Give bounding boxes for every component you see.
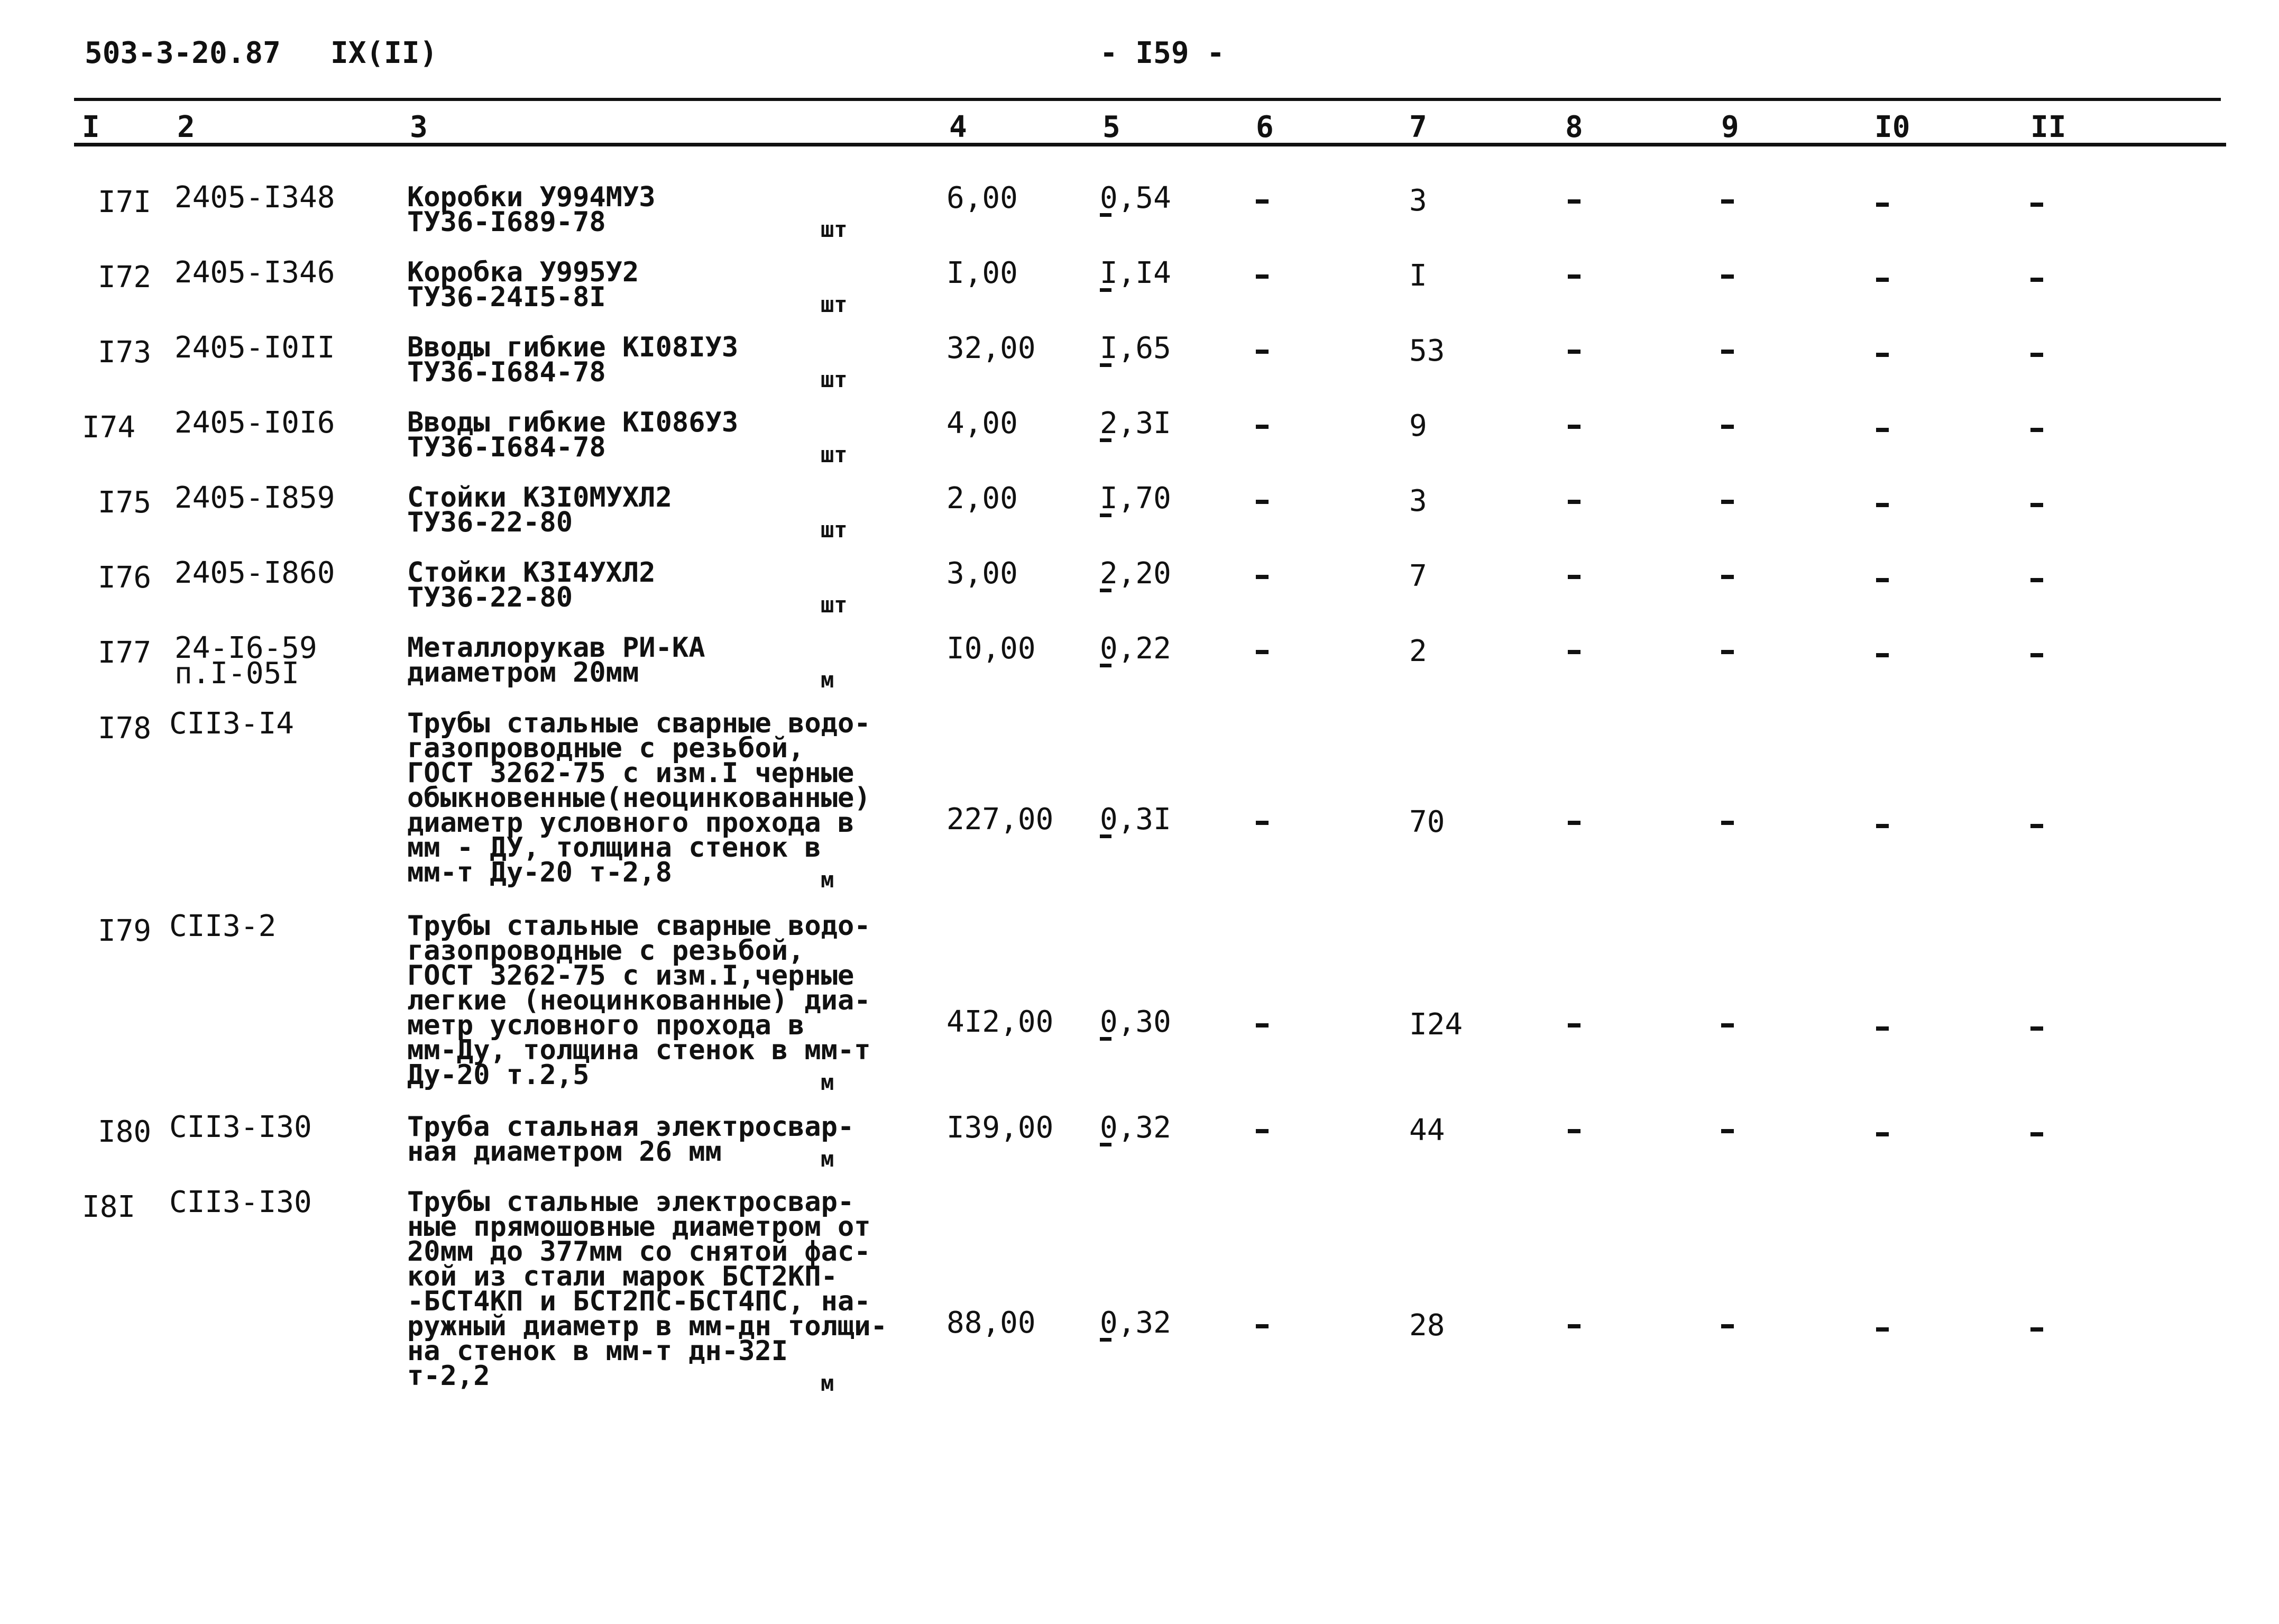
column-7-value: 9 xyxy=(1409,409,1427,443)
column-7-value: 44 xyxy=(1409,1113,1445,1148)
empty-cell-dash xyxy=(1568,650,1580,654)
column-header-8: 8 xyxy=(1565,110,1583,144)
unit-label: шт xyxy=(821,291,848,317)
unit-label: м xyxy=(821,867,834,893)
empty-cell-dash xyxy=(1876,653,1889,657)
catalog-code-line: п.I-05I xyxy=(174,656,300,691)
row-number: I75 xyxy=(98,485,152,520)
empty-cell-dash xyxy=(1876,278,1889,282)
catalog-code-line: 2405-I346 xyxy=(174,255,335,290)
catalog-code xyxy=(169,1110,312,1144)
empty-cell-dash xyxy=(1256,199,1269,204)
column-7-value: I24 xyxy=(1409,1007,1463,1042)
empty-cell-dash xyxy=(2030,1327,2043,1332)
norm-value-text: 0,32 xyxy=(1100,1306,1171,1340)
item-description xyxy=(407,332,841,388)
empty-cell-dash xyxy=(2030,353,2043,357)
norm-value xyxy=(1100,181,1171,217)
unit-label: шт xyxy=(821,442,848,467)
description-line: Труба стальная электросвар- xyxy=(407,1111,854,1143)
description-line: газопроводные с резьбой, xyxy=(407,935,805,967)
catalog-code-line: 2405-I0II xyxy=(174,331,335,365)
empty-cell-dash xyxy=(1568,1129,1580,1133)
norm-value-text: 0,30 xyxy=(1100,1005,1171,1039)
item-description xyxy=(407,708,871,888)
norm-value xyxy=(1100,331,1171,367)
column-7-value: 53 xyxy=(1409,334,1445,368)
catalog-code-line: СII3-2 xyxy=(169,909,277,943)
description-line: мм-Ду, толщина стенок в мм-т xyxy=(407,1034,871,1066)
item-description xyxy=(407,1186,887,1392)
empty-cell-dash xyxy=(1876,578,1889,582)
norm-value-text: I,70 xyxy=(1100,481,1171,516)
catalog-code xyxy=(174,331,335,365)
catalog-code-line: 24-I6-59 xyxy=(174,631,317,665)
description-line: Коробка У995У2 xyxy=(407,256,639,288)
header-top-rule xyxy=(74,98,2221,101)
empty-cell-dash xyxy=(1568,1324,1580,1328)
empty-cell-dash xyxy=(1256,274,1269,279)
catalog-code xyxy=(174,406,335,440)
catalog-code-line: СII3-I30 xyxy=(169,1185,312,1219)
column-7-value: 3 xyxy=(1409,183,1427,218)
item-description xyxy=(407,256,841,313)
description-line: ТУ36-24I5-8I xyxy=(407,281,606,313)
catalog-code xyxy=(169,1185,312,1219)
norm-value xyxy=(1100,802,1171,838)
empty-cell-dash xyxy=(1721,1129,1734,1133)
unit-label: м xyxy=(821,1370,834,1396)
row-number: I77 xyxy=(98,636,152,670)
empty-cell-dash xyxy=(1721,650,1734,654)
description-line: диаметром 20мм xyxy=(407,657,639,689)
empty-cell-dash xyxy=(1721,350,1734,354)
item-description xyxy=(407,407,841,463)
column-7-value: 3 xyxy=(1409,484,1427,518)
description-line: Трубы стальные электросвар- xyxy=(407,1186,854,1218)
column-7-value: 7 xyxy=(1409,559,1427,593)
norm-value xyxy=(1100,631,1171,667)
empty-cell-dash xyxy=(1256,500,1269,504)
column-header-1: I xyxy=(82,110,100,144)
column-7-value: 28 xyxy=(1409,1308,1445,1343)
page-number: - I59 - xyxy=(1100,36,1225,70)
column-header-10: I0 xyxy=(1874,110,1910,144)
empty-cell-dash xyxy=(1876,1132,1889,1136)
norm-value xyxy=(1100,406,1171,442)
empty-cell-dash xyxy=(1256,575,1269,579)
empty-cell-dash xyxy=(1876,428,1889,432)
norm-value-text: I,I4 xyxy=(1100,256,1171,290)
empty-cell-dash xyxy=(1256,1324,1269,1328)
column-header-11: II xyxy=(2030,110,2066,144)
empty-cell-dash xyxy=(1721,821,1734,825)
empty-cell-dash xyxy=(1721,425,1734,429)
catalog-code-line: 2405-I0I6 xyxy=(174,406,335,440)
description-line: ТУ36-I684-78 xyxy=(407,432,606,463)
description-line: мм - ДУ, толщина стенок в xyxy=(407,832,821,864)
empty-cell-dash xyxy=(1568,425,1580,429)
unit-label: м xyxy=(821,1146,834,1172)
empty-cell-dash xyxy=(1876,353,1889,357)
empty-cell-dash xyxy=(2030,428,2043,432)
quantity-value: 6,00 xyxy=(946,181,1018,215)
row-number: I78 xyxy=(98,711,152,746)
empty-cell-dash xyxy=(1256,1129,1269,1133)
norm-value-text: I,65 xyxy=(1100,331,1171,365)
column-header-3: 3 xyxy=(410,110,428,144)
item-description xyxy=(407,557,841,613)
catalog-code xyxy=(174,556,335,590)
description-line: ная диаметром 26 мм xyxy=(407,1136,722,1168)
empty-cell-dash xyxy=(1721,575,1734,579)
description-line: мм-т Ду-20 т-2,8 xyxy=(407,857,672,888)
empty-cell-dash xyxy=(1721,199,1734,204)
quantity-value: 4,00 xyxy=(946,406,1018,441)
description-line: ружный диаметр в мм-дн толщи- xyxy=(407,1310,887,1342)
section-code: IX(II) xyxy=(330,36,438,70)
empty-cell-dash xyxy=(2030,1132,2043,1136)
document-code: 503-3-20.87 xyxy=(85,36,281,70)
item-description xyxy=(407,1111,854,1168)
description-line: на стенок в мм-т дн-32I xyxy=(407,1335,788,1367)
empty-cell-dash xyxy=(2030,503,2043,507)
description-line: т-2,2 xyxy=(407,1360,490,1392)
description-line: ТУ36-I684-78 xyxy=(407,356,606,388)
norm-value-text: 2,3I xyxy=(1100,406,1171,441)
description-line: легкие (неоцинкованные) диа- xyxy=(407,985,871,1016)
quantity-value: I,00 xyxy=(946,256,1018,290)
empty-cell-dash xyxy=(1876,824,1889,828)
description-line: Стойки К3I4УХЛ2 xyxy=(407,557,656,589)
column-7-value: I xyxy=(1409,259,1427,293)
quantity-value: 3,00 xyxy=(946,556,1018,591)
row-number: I74 xyxy=(82,410,136,445)
quantity-value: 4I2,00 xyxy=(946,1005,1054,1039)
row-number: I73 xyxy=(98,335,152,370)
description-line: обыкновенные(неоцинкованные) xyxy=(407,782,871,814)
catalog-code xyxy=(174,481,335,515)
empty-cell-dash xyxy=(2030,578,2043,582)
description-line: Вводы гибкие КI08IУ3 xyxy=(407,332,739,363)
description-line: ГОСТ 3262-75 с изм.I,черные xyxy=(407,960,854,992)
quantity-value: 2,00 xyxy=(946,481,1018,516)
row-number: I76 xyxy=(98,561,152,595)
empty-cell-dash xyxy=(2030,653,2043,657)
description-line: ГОСТ 3262-75 с изм.I черные xyxy=(407,757,854,789)
unit-label: шт xyxy=(821,366,848,392)
column-header-4: 4 xyxy=(949,110,967,144)
empty-cell-dash xyxy=(1876,503,1889,507)
unit-label: шт xyxy=(821,216,848,242)
unit-label: м xyxy=(821,1069,834,1095)
norm-value xyxy=(1100,481,1171,517)
column-header-2: 2 xyxy=(177,110,195,144)
column-header-9: 9 xyxy=(1721,110,1739,144)
empty-cell-dash xyxy=(1876,1026,1889,1031)
quantity-value: 227,00 xyxy=(946,802,1054,837)
quantity-value: 88,00 xyxy=(946,1306,1036,1340)
description-line: 20мм до 377мм со снятой фас- xyxy=(407,1236,871,1268)
column-7-value: 2 xyxy=(1409,634,1427,668)
norm-value xyxy=(1100,556,1171,592)
description-line: газопроводные с резьбой, xyxy=(407,732,805,764)
item-description xyxy=(407,632,841,689)
row-number: I79 xyxy=(98,914,152,948)
norm-value xyxy=(1100,1306,1171,1342)
empty-cell-dash xyxy=(1568,350,1580,354)
column-header-6: 6 xyxy=(1256,110,1274,144)
description-line: метр условного прохода в xyxy=(407,1010,805,1041)
empty-cell-dash xyxy=(1568,821,1580,825)
norm-value-text: 0,32 xyxy=(1100,1111,1171,1145)
empty-cell-dash xyxy=(1568,575,1580,579)
catalog-code-line: СII3-I4 xyxy=(169,707,295,741)
row-number: I80 xyxy=(98,1115,152,1149)
description-line: Вводы гибкие КI086У3 xyxy=(407,407,739,438)
description-line: ные прямошовные диаметром от xyxy=(407,1211,871,1243)
catalog-code xyxy=(174,180,335,215)
norm-value xyxy=(1100,1111,1171,1146)
norm-value-text: 2,20 xyxy=(1100,556,1171,591)
empty-cell-dash xyxy=(1721,1023,1734,1027)
row-number: I7I xyxy=(98,185,152,219)
empty-cell-dash xyxy=(2030,203,2043,207)
catalog-code-line: 2405-I860 xyxy=(174,556,335,590)
description-line: ТУ36-22-80 xyxy=(407,582,573,613)
empty-cell-dash xyxy=(1256,350,1269,354)
description-line: диаметр условного прохода в xyxy=(407,807,854,839)
empty-cell-dash xyxy=(1721,1324,1734,1328)
empty-cell-dash xyxy=(1256,425,1269,429)
empty-cell-dash xyxy=(1256,821,1269,825)
unit-label: шт xyxy=(821,592,848,618)
empty-cell-dash xyxy=(2030,824,2043,828)
quantity-value: I39,00 xyxy=(946,1111,1054,1145)
empty-cell-dash xyxy=(1568,199,1580,204)
quantity-value: 32,00 xyxy=(946,331,1036,365)
empty-cell-dash xyxy=(1568,500,1580,504)
empty-cell-dash xyxy=(2030,278,2043,282)
description-line: кой из стали марок БСТ2КП- xyxy=(407,1261,838,1292)
description-line: Коробки У994МУ3 xyxy=(407,181,656,213)
empty-cell-dash xyxy=(1568,1023,1580,1027)
description-line: Трубы стальные сварные водо- xyxy=(407,708,871,739)
catalog-code xyxy=(174,255,335,290)
catalog-code xyxy=(169,909,277,943)
description-line: Стойки К3I0МУХЛ2 xyxy=(407,482,672,513)
description-line: ТУ36-I689-78 xyxy=(407,206,606,238)
catalog-code-line: СII3-I30 xyxy=(169,1110,312,1144)
catalog-code xyxy=(174,631,317,691)
row-number: I8I xyxy=(82,1190,136,1224)
empty-cell-dash xyxy=(1568,274,1580,279)
empty-cell-dash xyxy=(1256,650,1269,654)
norm-value-text: 0,54 xyxy=(1100,181,1171,215)
empty-cell-dash xyxy=(1256,1023,1269,1027)
empty-cell-dash xyxy=(1721,274,1734,279)
norm-value xyxy=(1100,256,1171,292)
column-7-value: 70 xyxy=(1409,805,1445,839)
description-line: Ду-20 т.2,5 xyxy=(407,1059,590,1091)
catalog-code-line: 2405-I348 xyxy=(174,180,335,215)
description-line: -БСТ4КП и БСТ2ПС-БСТ4ПС, на- xyxy=(407,1286,871,1317)
norm-value-text: 0,3I xyxy=(1100,802,1171,837)
norm-value-text: 0,22 xyxy=(1100,631,1171,666)
description-line: Металлорукав РИ-КА xyxy=(407,632,705,664)
quantity-value: I0,00 xyxy=(946,631,1036,666)
description-line: ТУ36-22-80 xyxy=(407,507,573,538)
catalog-code xyxy=(169,707,295,741)
catalog-code-line: 2405-I859 xyxy=(174,481,335,515)
column-header-5: 5 xyxy=(1102,110,1120,144)
item-description xyxy=(407,910,871,1091)
empty-cell-dash xyxy=(1876,1327,1889,1332)
column-header-7: 7 xyxy=(1409,110,1427,144)
empty-cell-dash xyxy=(1876,203,1889,207)
empty-cell-dash xyxy=(1721,500,1734,504)
unit-label: шт xyxy=(821,517,848,543)
item-description xyxy=(407,482,841,538)
unit-label: м xyxy=(821,667,834,693)
norm-value xyxy=(1100,1005,1171,1041)
row-number: I72 xyxy=(98,260,152,295)
description-line: Трубы стальные сварные водо- xyxy=(407,910,871,942)
empty-cell-dash xyxy=(2030,1026,2043,1031)
item-description xyxy=(407,181,841,238)
